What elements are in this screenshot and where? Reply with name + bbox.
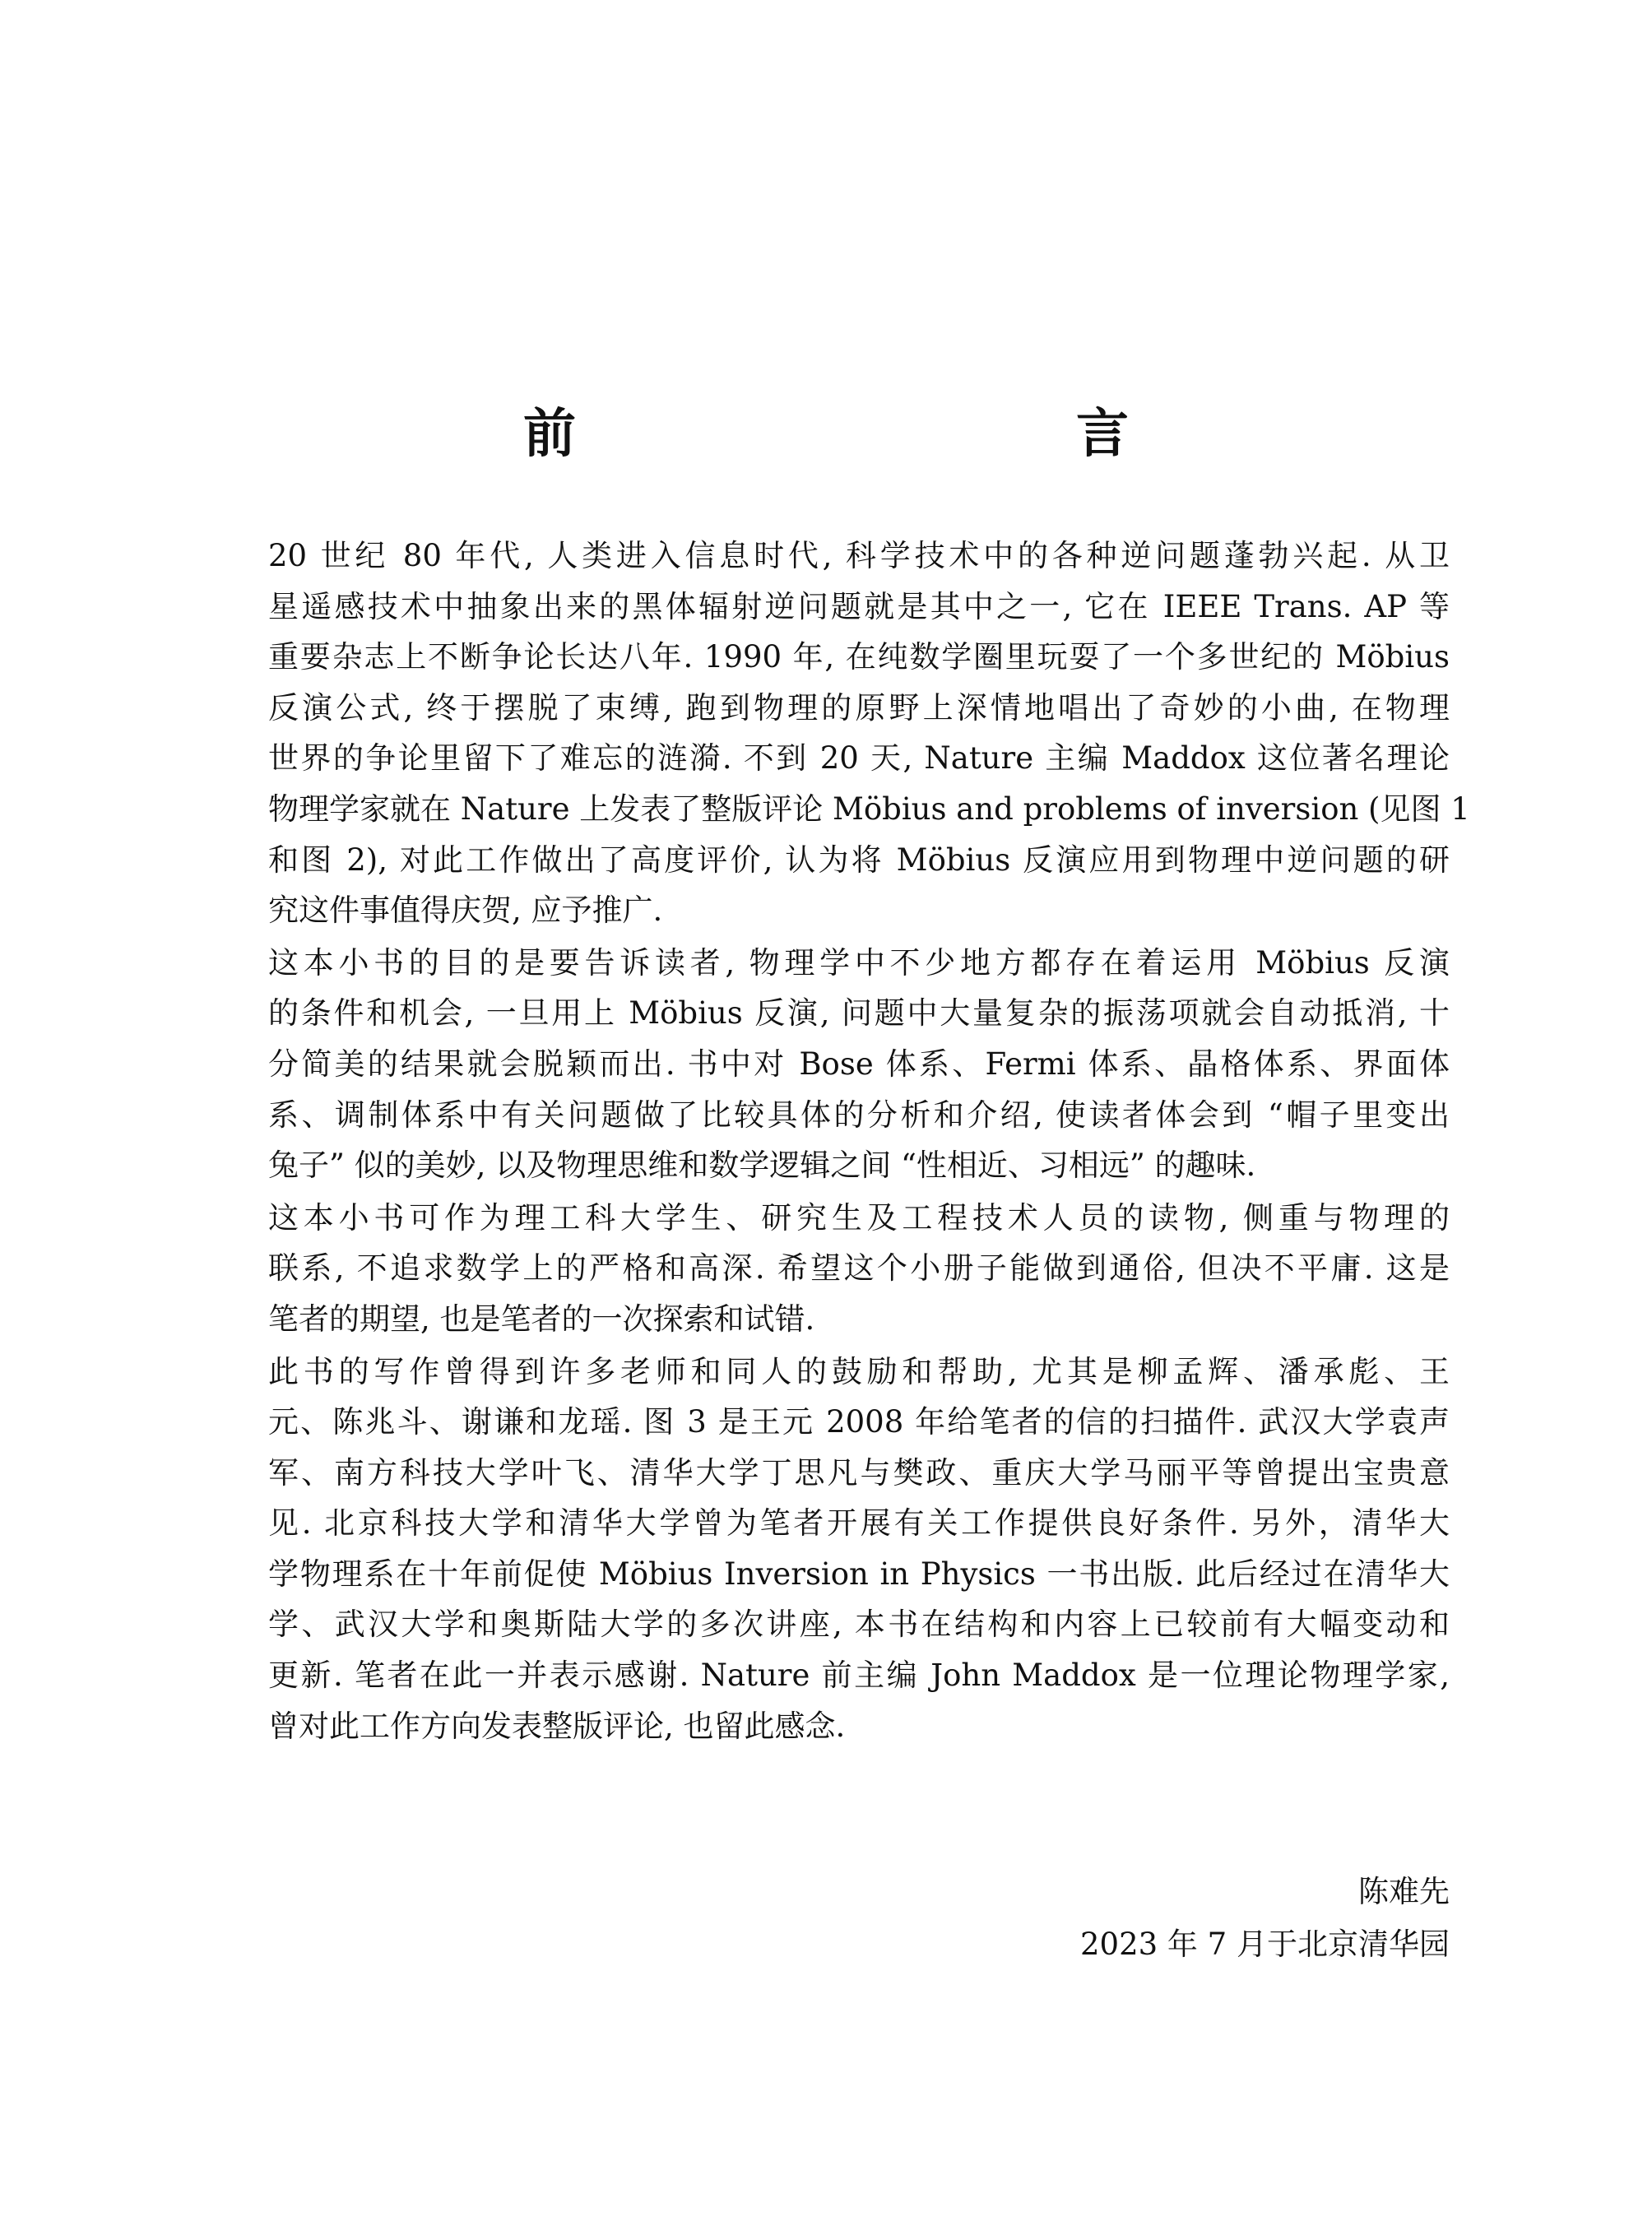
text-line: 系、调制体系中有关问题做了比较具体的分析和介绍, 使读者体会到 “帽子里变出 <box>268 1097 1450 1133</box>
text-line: 学、武汉大学和奥斯陆大学的多次讲座, 本书在结构和内容上已较前有大幅变动和 <box>268 1607 1450 1643</box>
paragraph-3 <box>207 1193 1450 1345</box>
text-line: 重要杂志上不断争论长达八年. 1990 年, 在纯数学圈里玩耍了一个多世纪的 Möbius <box>268 639 1450 675</box>
text-line: 和图 2), 对此工作做出了高度评价, 认为将 Möbius 反演应用到物理中逆问题的研 <box>268 842 1450 878</box>
preface-body <box>207 531 1470 1751</box>
text-line: 学物理系在十年前促使 Möbius Inversion in Physics 一书出版. 此后经过在清华大 <box>268 1556 1450 1592</box>
text-line: 究这件事值得庆贺, 应予推广. <box>268 893 663 929</box>
text-line: 元、陈兆斗、谢谦和龙瑶. 图 3 是王元 2008 年给笔者的信的扫描件. 武汉大学袁声 <box>268 1404 1450 1440</box>
paragraph-2 <box>207 938 1450 1191</box>
text-line: 这本小书的目的是要告诉读者, 物理学中不少地方都存在着运用 Möbius 反演 <box>268 944 1450 981</box>
text-line: 星遥感技术中抽象出来的黑体辐射逆问题就是其中之一, 它在 IEEE Trans. AP 等 <box>268 588 1450 624</box>
paragraph-4 <box>207 1347 1450 1752</box>
text-line: 军、南方科技大学叶飞、清华大学丁思凡与樊政、重庆大学马丽平等曾提出宝贵意 <box>268 1454 1450 1491</box>
signature-block <box>1080 1866 1450 1971</box>
text-line: 笔者的期望, 也是笔者的一次探索和试错. <box>268 1301 815 1337</box>
text-line: 兔子” 似的美妙, 以及物理思维和数学逻辑之间 “性相近、习相远” 的趣味. <box>268 1148 1256 1184</box>
text-line: 此书的写作曾得到许多老师和同人的鼓励和帮助, 尤其是柳孟辉、潘承彪、王 <box>268 1353 1450 1389</box>
text-line: 20 世纪 80 年代, 人类进入信息时代, 科学技术中的各种逆问题蓬勃兴起. 从卫 <box>268 538 1450 573</box>
text-line: 世界的争论里留下了难忘的涟漪. 不到 20 天, Nature 主编 Maddox 这位著名理论 <box>268 740 1450 777</box>
text-line: 物理学家就在 Nature 上发表了整版评论 Möbius and problems of inversion (见图 1 <box>268 791 1470 827</box>
text-line: 联系, 不追求数学上的严格和高深. 希望这个小册子能做到通俗, 但决不平庸. 这是 <box>268 1250 1450 1287</box>
author-name: 陈难先 <box>1358 1874 1450 1909</box>
text-line: 更新. 笔者在此一并表示感谢. Nature 前主编 John Maddox 是一位理论物理学家, <box>268 1658 1450 1694</box>
text-line: 曾对此工作方向发表整版评论, 也留此感念. <box>268 1708 846 1744</box>
page-title: 前 言 <box>523 404 1260 465</box>
text-line: 这本小书可作为理工科大学生、研究生及工程技术人员的读物, 侧重与物理的 <box>268 1199 1450 1236</box>
text-line: 反演公式, 终于摆脱了束缚, 跑到物理的原野上深情地唱出了奇妙的小曲, 在物理 <box>268 689 1450 726</box>
text-line: 见. 北京科技大学和清华大学曾为笔者开展有关工作提供良好条件. 另外，清华大 <box>268 1505 1450 1542</box>
paragraph-1 <box>207 531 1470 936</box>
text-line: 的条件和机会, 一旦用上 Möbius 反演, 问题中大量复杂的振荡项就会自动抵消, 十 <box>268 995 1450 1032</box>
date-place: 2023 年 7 月于北京清华园 <box>1080 1927 1450 1962</box>
text-line: 分简美的结果就会脱颖而出. 书中对 Bose 体系、Fermi 体系、晶格体系、界面体 <box>268 1046 1450 1082</box>
